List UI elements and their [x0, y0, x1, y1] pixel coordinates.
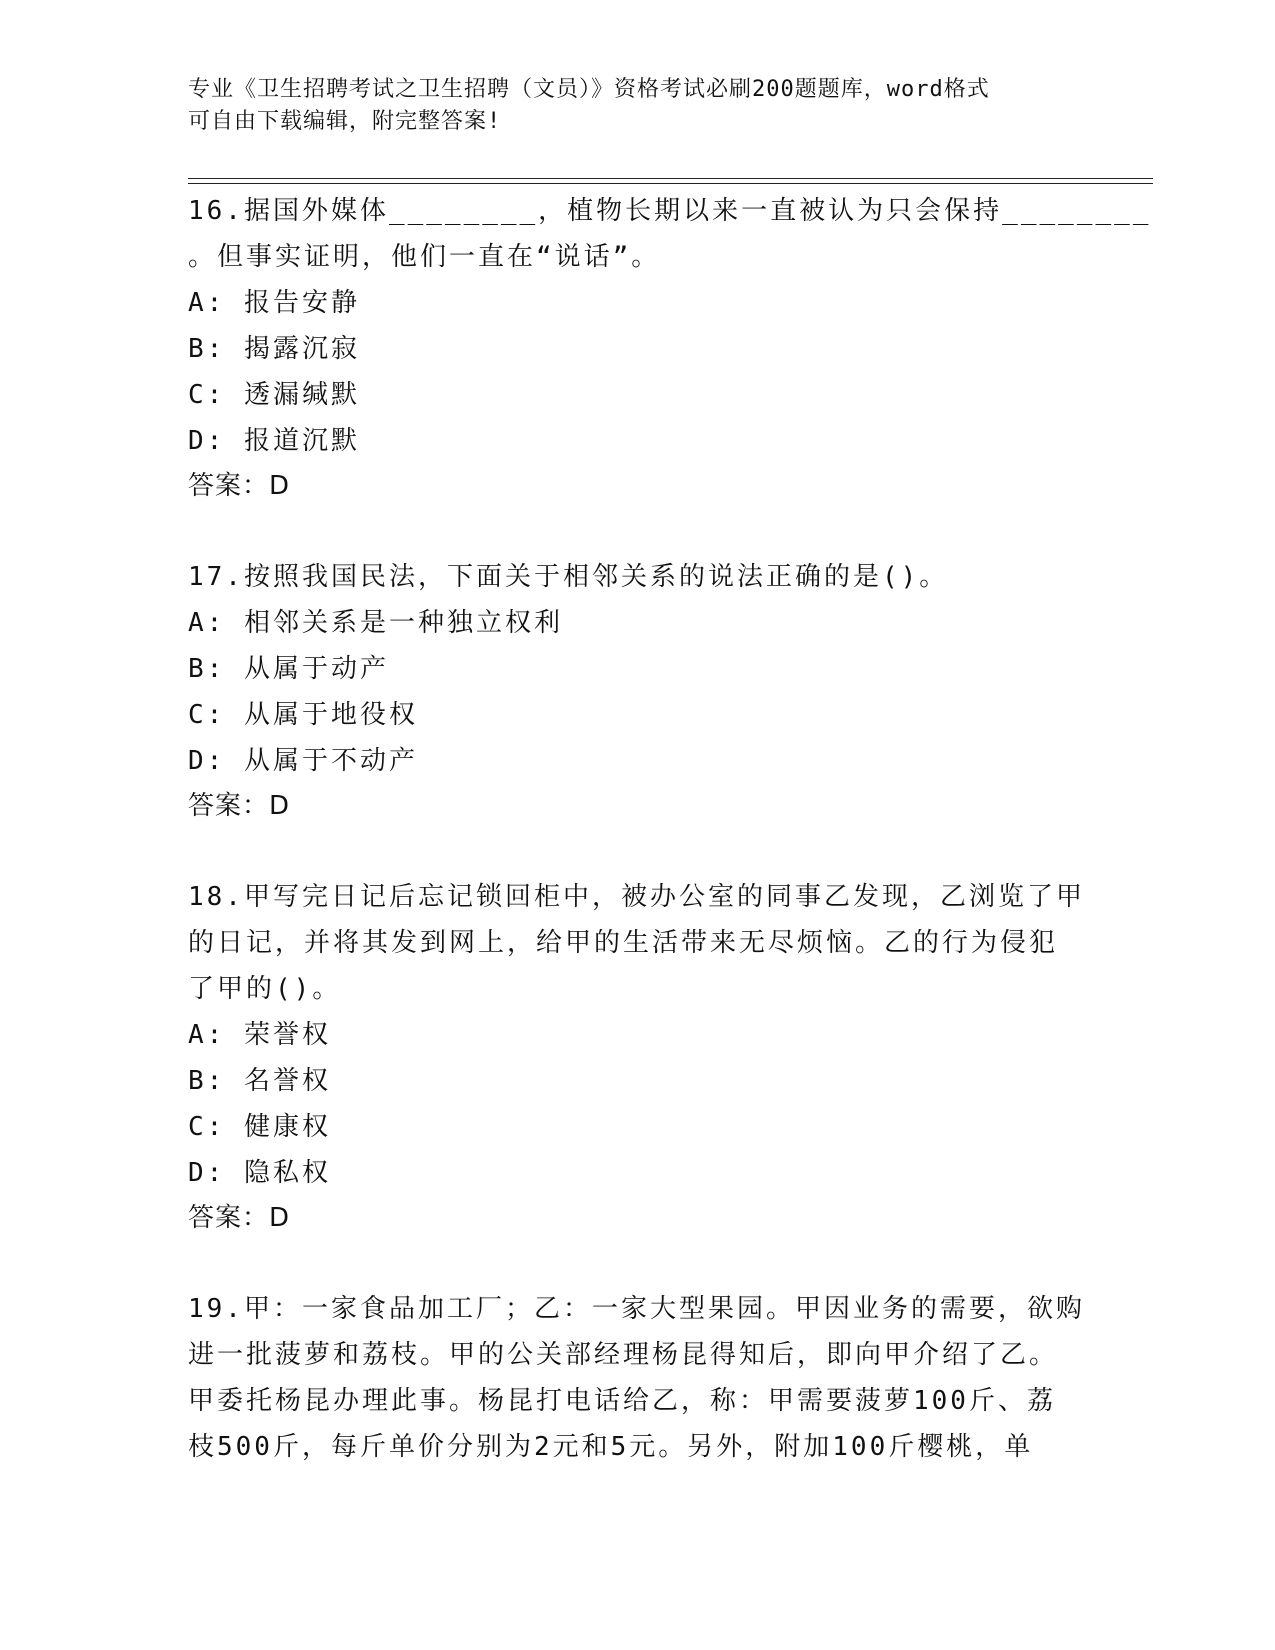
- question-19: [188, 1286, 1088, 1470]
- option-d: D: 隐私权: [188, 1158, 331, 1188]
- option-b: B: 揭露沉寂: [188, 334, 360, 364]
- header-divider: [188, 178, 1153, 179]
- answer-text: 答案：D: [188, 791, 291, 821]
- option-d: D: 报道沉默: [188, 426, 360, 456]
- question-list: [188, 188, 1152, 1516]
- question-17: [188, 554, 1088, 828]
- question-text: 了甲的()。: [188, 974, 342, 1004]
- header-line: 可自由下载编辑，附完整答案!: [188, 109, 502, 134]
- option-a: A: 荣誉权: [188, 1020, 331, 1050]
- option-d: D: 从属于不动产: [188, 746, 418, 776]
- option-b: B: 从属于动产: [188, 654, 389, 684]
- question-18: [188, 874, 1088, 1240]
- question-text: 。但事实证明，他们一直在“说话”。: [188, 242, 661, 272]
- question-text: 16.据国外媒体________，植物长期以来一直被认为只会保持________: [188, 196, 1152, 226]
- document-header: [188, 74, 1068, 138]
- header-line: 专业《卫生招聘考试之卫生招聘（文员）》资格考试必刷200题题库，word格式: [188, 77, 990, 102]
- option-c: C: 健康权: [188, 1112, 331, 1142]
- question-text: 甲委托杨昆办理此事。杨昆打电话给乙，称：甲需要菠萝100斤、荔: [188, 1386, 1056, 1416]
- question-text: 18.甲写完日记后忘记锁回柜中，被办公室的同事乙发现，乙浏览了甲: [188, 882, 1085, 912]
- option-c: C: 从属于地役权: [188, 700, 418, 730]
- question-text: 17.按照我国民法，下面关于相邻关系的说法正确的是()。: [188, 562, 949, 592]
- header-divider: [188, 183, 1153, 184]
- option-b: B: 名誉权: [188, 1066, 331, 1096]
- option-c: C: 透漏缄默: [188, 380, 360, 410]
- option-a: A: 相邻关系是一种独立权利: [188, 608, 563, 638]
- option-a: A: 报告安静: [188, 288, 360, 318]
- question-16: [188, 188, 1152, 508]
- answer-text: 答案：D: [188, 471, 291, 501]
- question-text: 的日记，并将其发到网上，给甲的生活带来无尽烦恼。乙的行为侵犯: [188, 928, 1059, 958]
- question-text: 枝500斤，每斤单价分别为2元和5元。另外，附加100斤樱桃，单: [188, 1432, 1034, 1462]
- question-text: 19.甲：一家食品加工厂；乙：一家大型果园。甲因业务的需要，欲购: [188, 1294, 1085, 1324]
- question-text: 进一批菠萝和荔枝。甲的公关部经理杨昆得知后，即向甲介绍了乙。: [188, 1340, 1059, 1370]
- answer-text: 答案：D: [188, 1203, 291, 1233]
